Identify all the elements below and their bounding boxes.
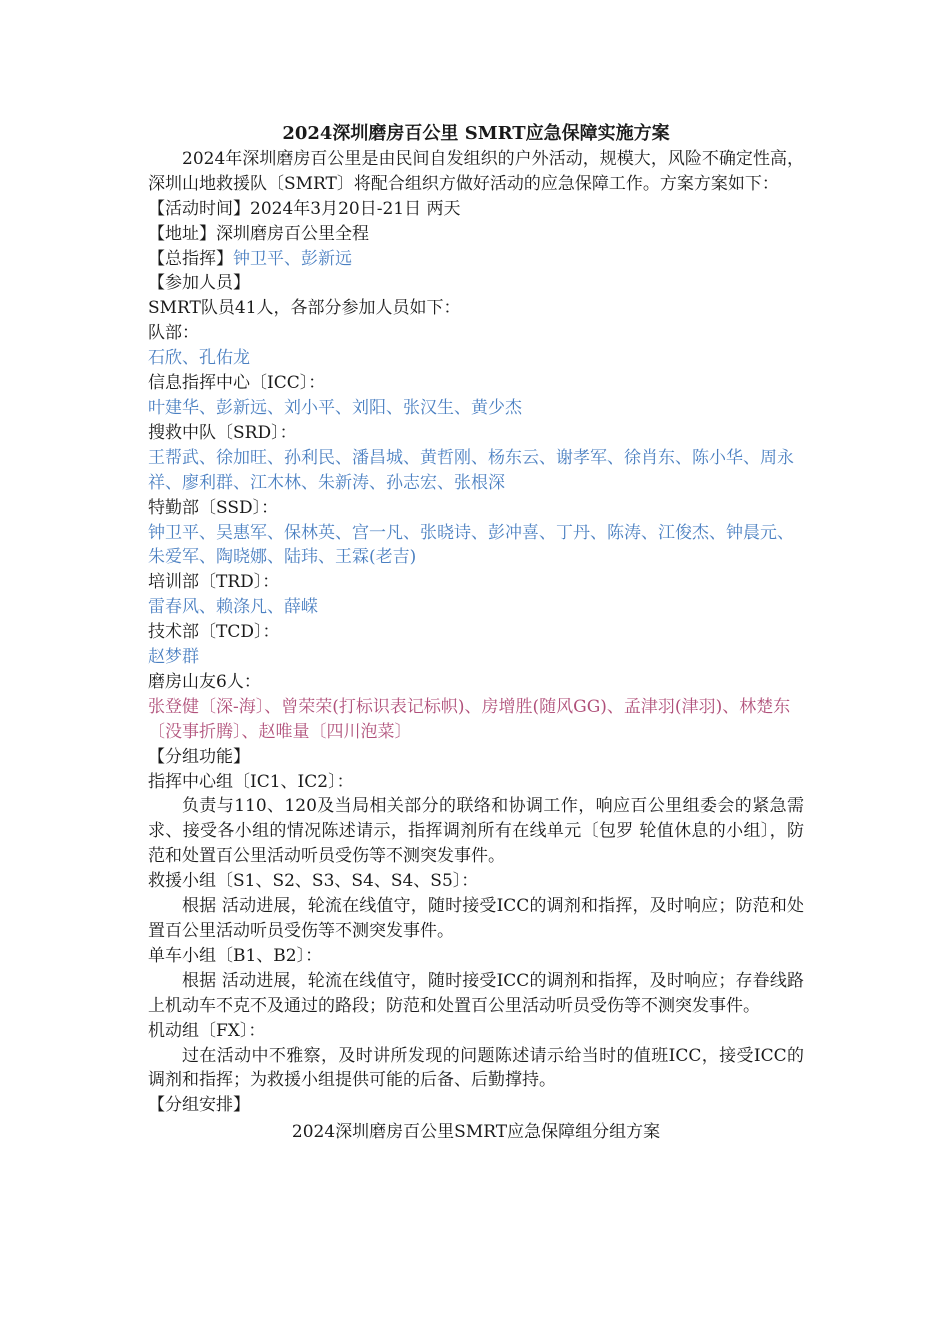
team-name: 队部： [148, 323, 199, 344]
group-rescue [148, 869, 804, 944]
group-name: 救援小组〔S1、S2、S3、S4、S4、S5〕： [148, 871, 479, 892]
team-name: 技术部〔TCD〕： [148, 622, 280, 643]
participants-summary: SMRT队员41人，各部分参加人员如下： [148, 298, 461, 319]
participants-heading: 【参加人员】 [148, 273, 250, 294]
document-title: 2024深圳磨房百公里 SMRT应急保障实施方案 [282, 123, 670, 144]
document-page [148, 122, 804, 1145]
chief-commander [148, 247, 804, 272]
team-block-tcd [148, 620, 804, 670]
group-mobile [148, 1019, 804, 1094]
team-members: 赵梦群 [148, 647, 199, 668]
team-block-srd [148, 421, 804, 496]
group-description: 过在活动中不雅察，及时讲所发现的问题陈述请示给当时的值班ICC，接受ICC的调剂和指挥；为救援小组提供可能的后备、后勤撑持。 [148, 1045, 804, 1091]
group-name: 机动组〔FX〕： [148, 1020, 266, 1041]
time-value: 2024年3月20日-21日 两天 [250, 198, 461, 219]
address-label: 【地址】 [148, 223, 216, 244]
group-description: 根据 活动进展，轮流在线值守，随时接受ICC的调剂和指挥，及时响应；防范和处置百公里活动听员受伤等不测突发事件。 [148, 896, 804, 941]
friends-label: 磨房山友6人： [148, 671, 261, 692]
team-name: 特勤部〔SSD〕： [148, 497, 279, 518]
team-block-trd [148, 570, 804, 620]
friends-members: 张登健〔深-海〕、曾荣荣(打标识表记标帜)、房增胜(随风GG)、孟津羽(津羽)、林楚东〔没事折腾〕、赵唯量〔四川泡菜〕 [148, 696, 791, 742]
team-members: 钟卫平、吴惠军、保林英、宫一凡、张晓诗、彭冲喜、丁丹、陈涛、江俊杰、钟晨元、朱爱军、陶晓娜、陆玮、王霖(老吉) [148, 522, 794, 568]
activity-address [148, 222, 804, 247]
group-name: 指挥中心组〔IC1、IC2〕： [148, 771, 354, 792]
plan-title: 2024深圳磨房百公里SMRT应急保障组分组方案 [291, 1122, 661, 1143]
group-description: 根据 活动进展，轮流在线值守，随时接受ICC的调剂和指挥，及时响应；存眷线路上机动车不克不及通过的路段；防范和处置百公里活动听员受伤等不测突发事件。 [148, 970, 804, 1016]
intro-paragraph: 2024年深圳磨房百公里是由民间自发组织的户外活动，规模大，风险不确定性高，深圳山地救援队〔SMRT〕将配合组织方做好活动的应急保障工作。方案方案如下： [148, 148, 804, 194]
group-command [148, 770, 804, 870]
team-name: 信息指挥中心〔ICC〕： [148, 373, 326, 394]
team-members: 王帮武、徐加旺、孙利民、潘昌城、黄哲刚、杨东云、谢孝军、徐肖东、陈小华、周永祥、廖利群、江木林、朱新涛、孙志宏、张根深 [148, 447, 794, 493]
team-name: 搜救中队〔SRD〕： [148, 422, 297, 443]
team-members: 叶建华、彭新远、刘小平、刘阳、张汉生、黄少杰 [148, 397, 522, 418]
group-bike [148, 944, 804, 1019]
address-value: 深圳磨房百公里全程 [216, 223, 369, 244]
team-members: 石欣、孔佑龙 [148, 348, 250, 369]
commander-label: 【总指挥】 [148, 248, 233, 269]
commander-value: 钟卫平、彭新远 [233, 248, 352, 269]
time-label: 【活动时间】 [148, 198, 250, 219]
team-block-hq [148, 321, 804, 371]
team-name: 培训部〔TRD〕： [148, 572, 280, 593]
team-block-ssd [148, 496, 804, 571]
functions-heading: 【分组功能】 [148, 746, 250, 767]
group-description: 负责与110、120及当局相关部分的联络和协调工作，响应百公里组委会的紧急需求、接受各小组的情况陈述请示，指挥调剂所有在线单元〔包罗 轮值休息的小组〕，防范和处置百公里活动听员受伤等不测突发事件。 [148, 796, 804, 867]
arrangement-heading: 【分组安排】 [148, 1095, 250, 1116]
team-block-icc [148, 371, 804, 421]
group-name: 单车小组〔B1、B2〕： [148, 945, 323, 966]
activity-time [148, 197, 804, 222]
team-members: 雷春风、赖涤凡、薛嵘 [148, 597, 318, 618]
